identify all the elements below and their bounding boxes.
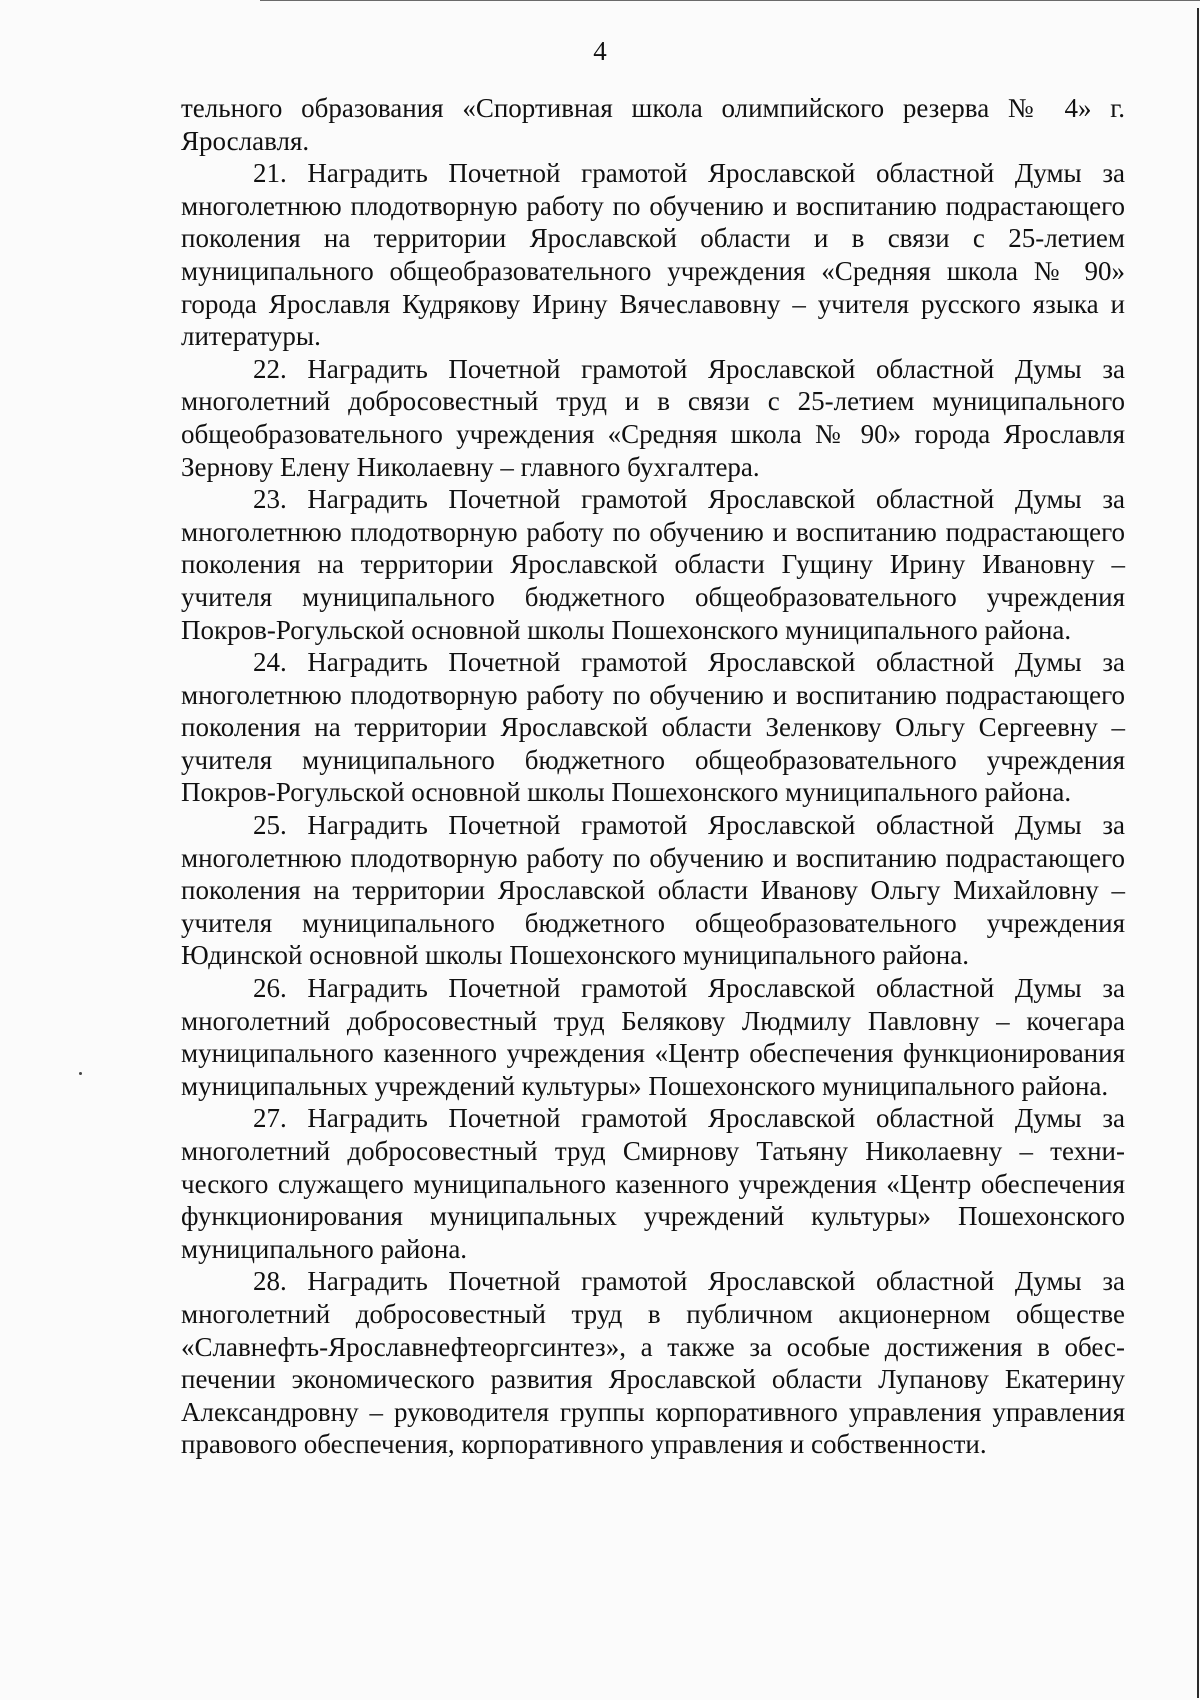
scan-speck (79, 1072, 82, 1075)
item-28 (181, 1265, 1125, 1461)
page-number: 4 (593, 36, 607, 66)
item-text: Наградить Почетной грамотой Ярославской областной Думы за многолетнюю плодотворную работу по обучению и воспитанию подрастающего поколения на территории Ярославской области Гущину Ирину Ивановну – учителя муниципального бюджетного общеобразовательного учреждения Покров-Рогульской основной школы Пошехонского муниципального района. (181, 484, 1126, 645)
item-number: 28. (253, 1266, 287, 1297)
scan-edge-top (260, 0, 1200, 1)
item-number: 27. (253, 1103, 287, 1134)
item-text: Наградить Почетной грамотой Ярославской областной Думы за многолетний добросовестный труд в публичном акционерном обществе «Славнефть-Ярославнефтеоргсинтез», а также за особые достижения в обеспечении экономического развития Ярославской области Лупанову Екатерину Александровну – руководителя группы корпоративного управления управления правового обеспечения, корпоративного управления и собственности. (181, 1266, 1126, 1460)
item-24 (181, 646, 1125, 809)
item-number: 26. (253, 973, 287, 1004)
item-27 (181, 1102, 1125, 1265)
item-23 (181, 483, 1125, 646)
scan-edge-right (1197, 8, 1199, 1698)
item-number: 23. (253, 484, 287, 515)
item-text: Наградить Почетной грамотой Ярославской областной Думы за многолетнюю плодотворную работу по обучению и воспитанию подрастающего поколения на территории Ярославской области и в связи с 25-летием муниципального общеобразовательного учреждения «Средняя школа № 90» города Ярославля Кудрякову Ирину Вячеславовну – учителя русского языка и литературы. (181, 158, 1126, 352)
item-number: 21. (253, 158, 287, 189)
item-21 (181, 157, 1125, 353)
item-22 (181, 353, 1125, 483)
item-text: Наградить Почетной грамотой Ярославской областной Думы за многолетний добросовестный труд и в связи с 25-летием муниципального общеобразовательного учреждения «Средняя школа № 90» города Ярославля Зернову Елену Николаевну – главного бухгалтера. (181, 353, 1126, 482)
item-text: Наградить Почетной грамотой Ярославской областной Думы за многолетнюю плодотворную работу по обучению и воспитанию подрастающего поколения на территории Ярославской области Иванову Ольгу Михайловну – учителя муниципального бюджетного общеобразовательного учреждения Юдинской основной школы Пошехонского муниципального района. (181, 810, 1126, 971)
item-25 (181, 809, 1125, 972)
item-26 (181, 972, 1125, 1102)
item-number: 24. (253, 647, 287, 678)
item-text: Наградить Почетной грамотой Ярославской областной Думы за многолетний добросовестный труд Смирнову Татьяну Николаевну – технического служащего муниципального казенного учреждения «Центр обеспечения функционирования муниципальных учреждений культуры» Пошехонского муниципального района. (181, 1103, 1126, 1264)
item-number: 25. (253, 810, 287, 841)
item-text: Наградить Почетной грамотой Ярославской областной Думы за многолетнюю плодотворную работу по обучению и воспитанию подрастающего поколения на территории Ярославской области Зеленкову Ольгу Сергеевну – учителя муниципального бюджетного общеобразовательного учреждения Покров-Рогульской основной школы Пошехонского муниципального района. (181, 647, 1126, 808)
document-body (181, 92, 1125, 1461)
item-number: 22. (253, 353, 287, 384)
continuation-paragraph: тельного образования «Спортивная школа олимпийского резерва № 4» г. Ярославля. (181, 93, 1125, 156)
item-text: Наградить Почетной грамотой Ярославской областной Думы за многолетний добросовестный труд Белякову Людмилу Павловну – кочегара муниципального казенного учреждения «Центр обеспечения функционирования муниципальных учреждений культуры» Пошехонского муниципального района. (181, 973, 1126, 1101)
